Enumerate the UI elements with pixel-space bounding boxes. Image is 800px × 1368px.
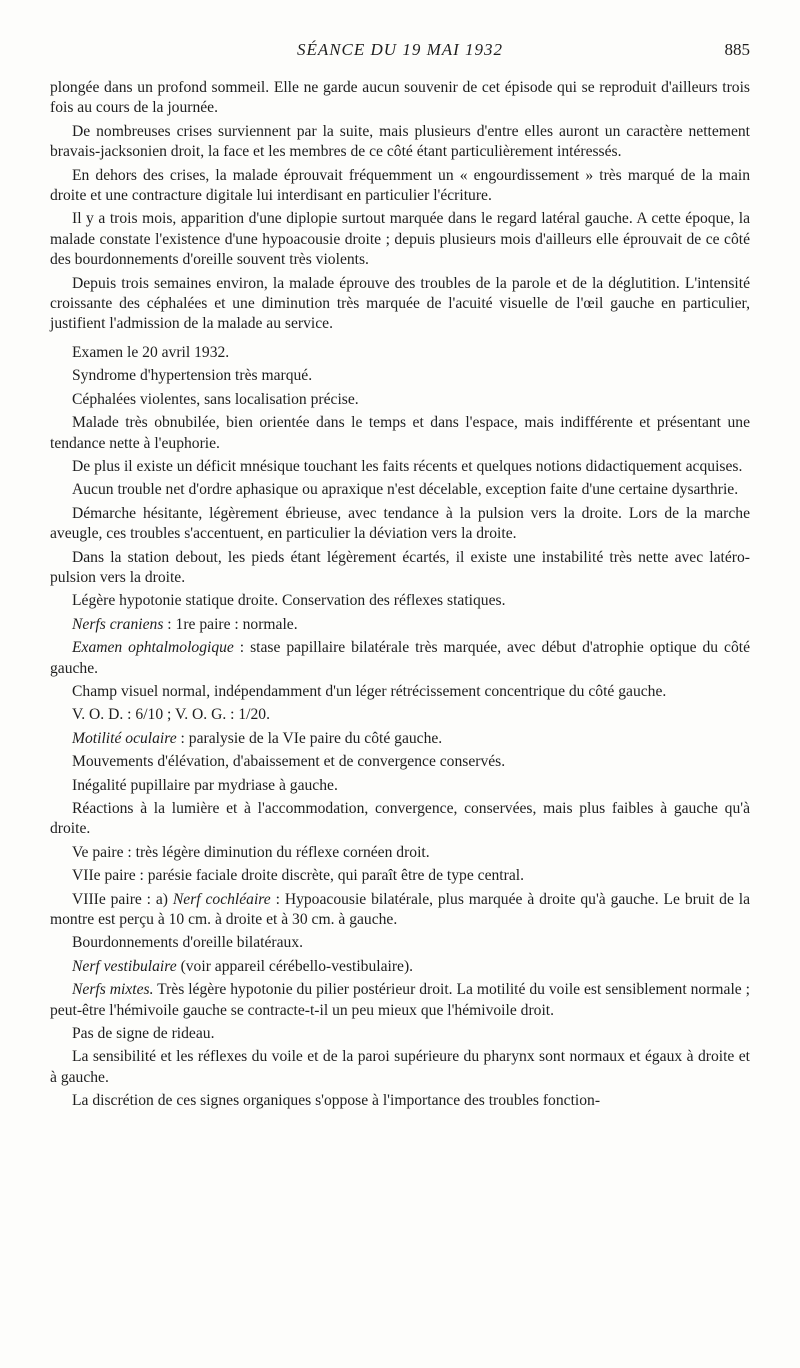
paragraph-text: Céphalées violentes, sans localisation précise. — [72, 390, 359, 408]
paragraph-lead: Motilité oculaire — [72, 729, 177, 747]
paragraph — [50, 209, 750, 270]
paragraph — [50, 980, 750, 1021]
paragraph-lead: Examen ophtalmologique — [72, 639, 234, 657]
paragraph-text: Mouvements d'élévation, d'abaissement et de convergence conservés. — [72, 753, 506, 771]
paragraph-text: Aucun trouble net d'ordre aphasique ou apraxique n'est décelable, exception faite d'une certaine dysarthrie. — [72, 481, 739, 499]
paragraph-text: VIIe paire : parésie faciale droite discrète, qui paraît être de type central. — [72, 867, 524, 885]
paragraph — [50, 705, 750, 725]
paragraph — [50, 1024, 750, 1044]
paragraph-text: plongée dans un profond sommeil. Elle ne garde aucun souvenir de cet épisode qui se reproduit d'ailleurs trois fois au cours de la journée. — [50, 79, 750, 117]
page-number: 885 — [724, 40, 750, 59]
paragraph — [50, 504, 750, 545]
paragraph-text: Depuis trois semaines environ, la malade éprouve des troubles de la parole et de la déglutition. L'intensité croissante des céphalées et une diminution très marquée de l'acuité visuelle de l'œil gauche en particulier, justifient l'admission de la malade au service. — [50, 274, 750, 333]
paragraph-text: La sensibilité et les réflexes du voile et de la paroi supérieure du pharynx sont normaux et égaux à droite et à gauche. — [50, 1048, 750, 1086]
paragraph — [50, 1091, 750, 1111]
paragraph — [50, 843, 750, 863]
paragraph — [50, 122, 750, 163]
paragraph — [50, 480, 750, 500]
paragraph-text: Inégalité pupillaire par mydriase à gauche. — [72, 776, 338, 794]
running-title: SÉANCE DU 19 MAI 1932 — [296, 40, 504, 59]
paragraph — [50, 752, 750, 772]
paragraph — [50, 1047, 750, 1088]
paragraph-text: Champ visuel normal, indépendamment d'un léger rétrécissement concentrique du côté gauche. — [72, 682, 667, 700]
paragraph — [50, 343, 750, 363]
page-header — [50, 40, 750, 70]
paragraph-text: La discrétion de ces signes organiques s'oppose à l'importance des troubles fonction- — [72, 1092, 601, 1110]
paragraph — [50, 799, 750, 840]
paragraph-text: : 1re paire : normale. — [163, 615, 298, 633]
paragraph-text: Réactions à la lumière et à l'accommodation, convergence, conservées, mais plus faibles à gauche qu'à droite. — [50, 800, 750, 838]
paragraph-text: Dans la station debout, les pieds étant légèrement écartés, il existe une instabilité très nette avec latéro-pulsion vers la droite. — [50, 548, 750, 586]
paragraph-text: V. O. D. : 6/10 ; V. O. G. : 1/20. — [72, 706, 270, 724]
paragraph-text: : stase papillaire bilatérale très marquée, avec début d'atrophie optique du côté gauche. — [50, 639, 750, 677]
paragraph-text: Examen le 20 avril 1932. — [72, 343, 230, 361]
paragraph — [50, 615, 750, 635]
paragraph-text: Légère hypotonie statique droite. Conservation des réflexes statiques. — [72, 592, 506, 610]
paragraph — [50, 78, 750, 119]
paragraph — [50, 591, 750, 611]
paragraph-text: Syndrome d'hypertension très marqué. — [72, 367, 313, 385]
paragraph-lead: Nerfs mixtes. — [72, 981, 154, 999]
paragraph-lead: Nerf cochléaire — [172, 890, 271, 908]
paragraph — [50, 776, 750, 796]
paragraph-text: : Hypoacousie bilatérale, plus marquée à droite qu'à gauche. Le bruit de la montre est perçu à 10 cm. à droite et à 30 cm. à gauche. — [50, 890, 751, 929]
paragraph — [50, 457, 750, 477]
paragraph-text: Il y a trois mois, apparition d'une diplopie surtout marquée dans le regard latéral gauche. A cette époque, la malade constate l'existence d'une hypoacousie droite ; depuis plusieurs mois d'ailleurs elle éprouvait de ce côté des bourdonnements d'oreille souvent très violents. — [50, 210, 750, 269]
paragraph — [50, 548, 750, 589]
paragraph-text: (voir appareil cérébello-vestibulaire). — [176, 957, 414, 975]
paragraph-text: Ve paire : très légère diminution du réflexe cornéen droit. — [72, 843, 430, 861]
paragraph — [50, 890, 750, 931]
paragraph — [50, 866, 750, 886]
paragraph — [50, 729, 750, 749]
paragraph-text: : paralysie de la VIe paire du côté gauche. — [176, 729, 443, 747]
paragraph — [50, 390, 750, 410]
paragraph-text: Très légère hypotonie du pilier postérieur droit. La motilité du voile est sensiblement normale ; peut-être l'hémivoile gauche se contracte-t-il un peu mieux que l'hémivoile droit. — [50, 981, 750, 1019]
paragraph — [50, 682, 750, 702]
paragraph-text: De nombreuses crises surviennent par la suite, mais plusieurs d'entre elles auront un caractère nettement bravais-jacksonien droit, la face et les membres de ce côté étant particulièrement intéressés. — [50, 122, 750, 161]
paragraph-text: De plus il existe un déficit mnésique touchant les faits récents et quelques notions didactiquement acquises. — [72, 457, 743, 475]
paragraph-lead: Nerf vestibulaire — [72, 957, 177, 975]
paragraph-lead: Nerfs craniens — [72, 615, 164, 633]
paragraph — [50, 638, 750, 679]
body-text — [50, 78, 750, 1112]
paragraph — [50, 957, 750, 977]
paragraph-text: Démarche hésitante, légèrement ébrieuse, avec tendance à la pulsion vers la droite. Lors de la marche aveugle, ces troubles s'accentuent, en particulier la déviation vers la droite. — [50, 504, 750, 543]
paragraph-text: Pas de signe de rideau. — [72, 1025, 215, 1043]
paragraph — [50, 166, 750, 207]
paragraph-text: Malade très obnubilée, bien orientée dans le temps et dans l'espace, mais indifférente et présentant une tendance nette à l'euphorie. — [50, 414, 750, 452]
paragraph-text: VIIIe paire : a) — [72, 890, 173, 908]
paragraph-text: En dehors des crises, la malade éprouvait fréquemment un « engourdissement » très marqué de la main droite et une contracture digitale lui interdisant en particulier l'écriture. — [50, 166, 750, 205]
paragraph — [50, 366, 750, 386]
paragraph — [50, 933, 750, 953]
paragraph — [50, 274, 750, 335]
paragraph-text: Bourdonnements d'oreille bilatéraux. — [72, 934, 304, 952]
paragraph — [50, 413, 750, 454]
